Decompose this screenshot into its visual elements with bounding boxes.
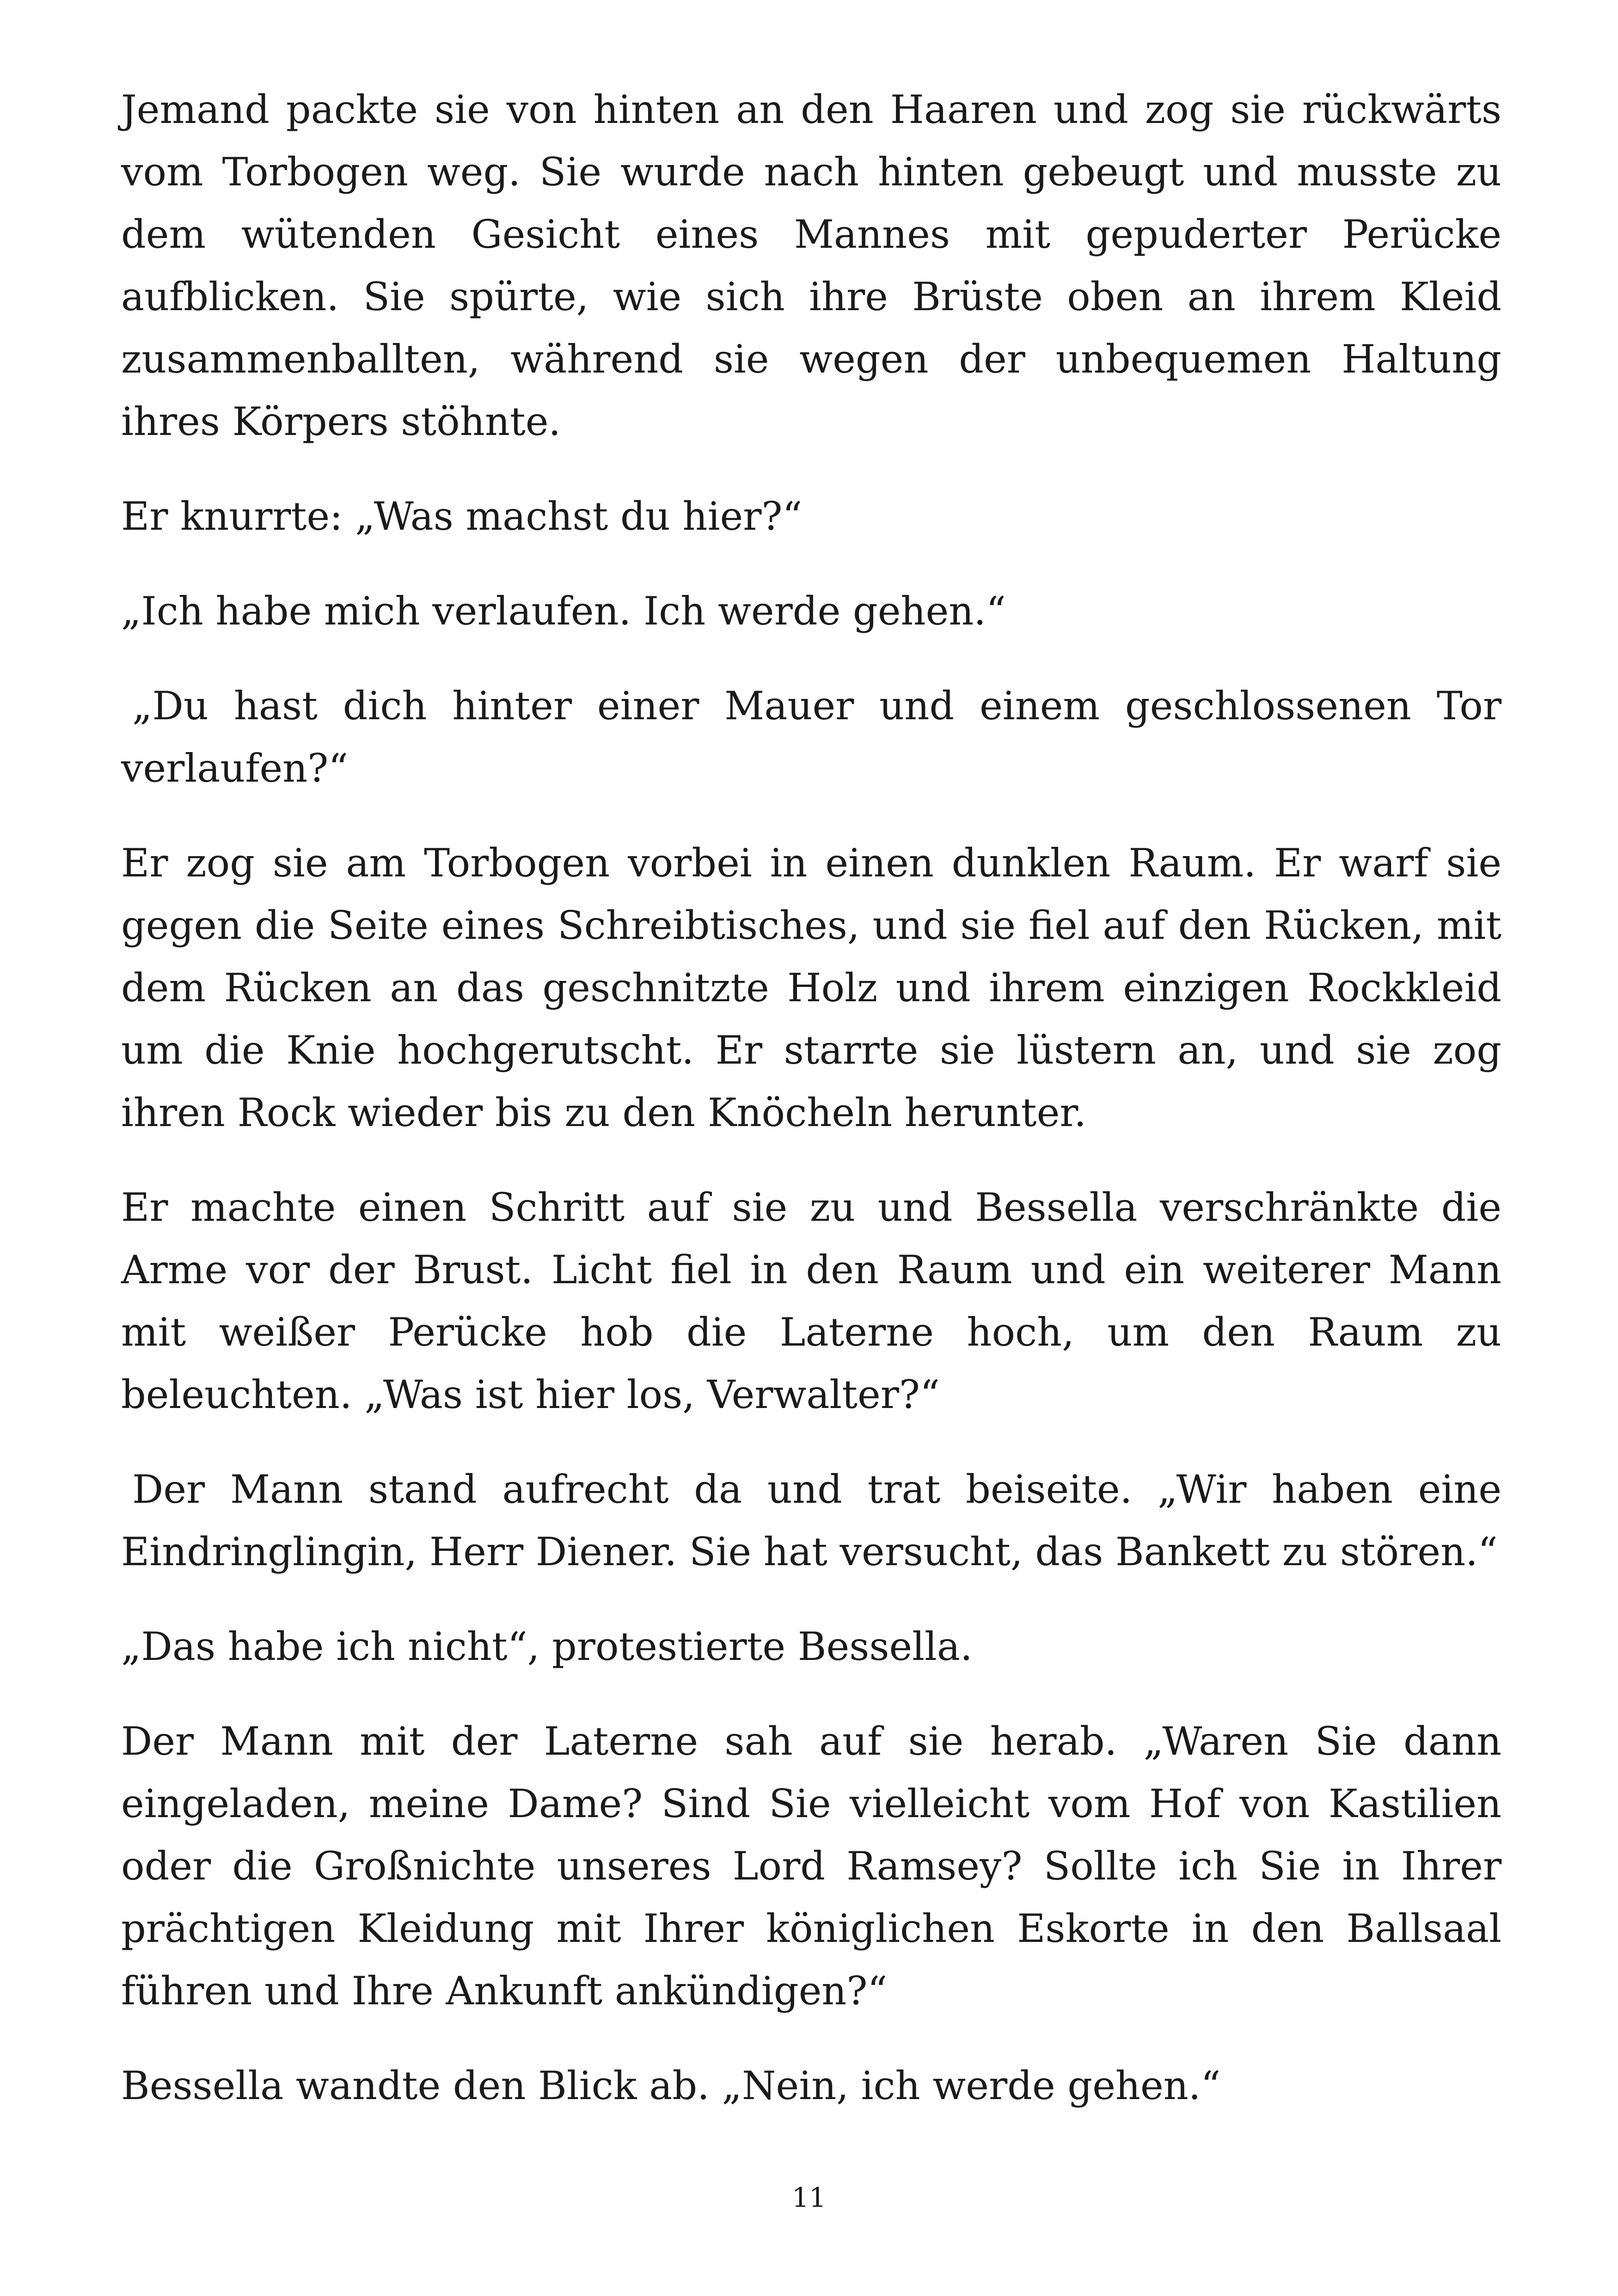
paragraph-8: „Das habe ich nicht“, protestierte Bessella. xyxy=(121,1624,973,1669)
paragraph-5: Er zog sie am Torbogen vorbei in einen dunklen Raum. Er warf sie gegen die Seite eines Schreibtisches, und sie fiel auf den Rücken, mit dem Rücken an das geschnitzte Holz und ihrem einzigen Rockkleid um die Knie hochgerutscht. Er starrte sie lüstern an, und sie zog ihren Rock wieder bis zu den Knöcheln herunter. xyxy=(121,840,1502,1135)
paragraph-7: Der Mann stand aufrecht da und trat beiseite. „Wir haben eine Eindringlingin, Herr Diener. Sie hat versucht, das Bankett zu stören.“ xyxy=(121,1467,1502,1574)
body-text xyxy=(121,79,1502,2149)
paragraph-1: Jemand packte sie von hinten an den Haaren und zog sie rückwärts vom Torbogen weg. Sie wurde nach hinten gebeugt und musste zu dem wütenden Gesicht eines Mannes mit gepuderter Perücke aufblicken. Sie spürte, wie sich ihre Brüste oben an ihrem Kleid zusammenballten, während sie wegen der unbequemen Haltung ihres Körpers stöhnte. xyxy=(121,87,1502,444)
paragraph-10: Bessella wandte den Blick ab. „Nein, ich werde gehen.“ xyxy=(121,2063,1221,2108)
paragraph-6: Er machte einen Schritt auf sie zu und Bessella verschränkte die Arme vor der Brust. Licht fiel in den Raum und ein weiterer Mann mit weißer Perücke hob die Laterne hoch, um den Raum zu beleuchten. „Was ist hier los, Verwalter?“ xyxy=(121,1185,1502,1417)
paragraph-4: „Du hast dich hinter einer Mauer und einem geschlossenen Tor verlaufen?“ xyxy=(121,683,1502,791)
page-number: 11 xyxy=(792,2182,826,2213)
paragraph-9: Der Mann mit der Laterne sah auf sie herab. „Waren Sie dann eingeladen, meine Dame? Sind Sie vielleicht vom Hof von Kastilien oder die Großnichte unseres Lord Ramsey? Sollte ich Sie in Ihrer prächtigen Kleidung mit Ihrer königlichen Eskorte in den Ballsaal führen und Ihre Ankunft ankündigen?“ xyxy=(121,1719,1502,2014)
paragraph-2: Er knurrte: „Was machst du hier?“ xyxy=(121,494,803,539)
paragraph-3: „Ich habe mich verlaufen. Ich werde gehen.“ xyxy=(121,588,1006,634)
